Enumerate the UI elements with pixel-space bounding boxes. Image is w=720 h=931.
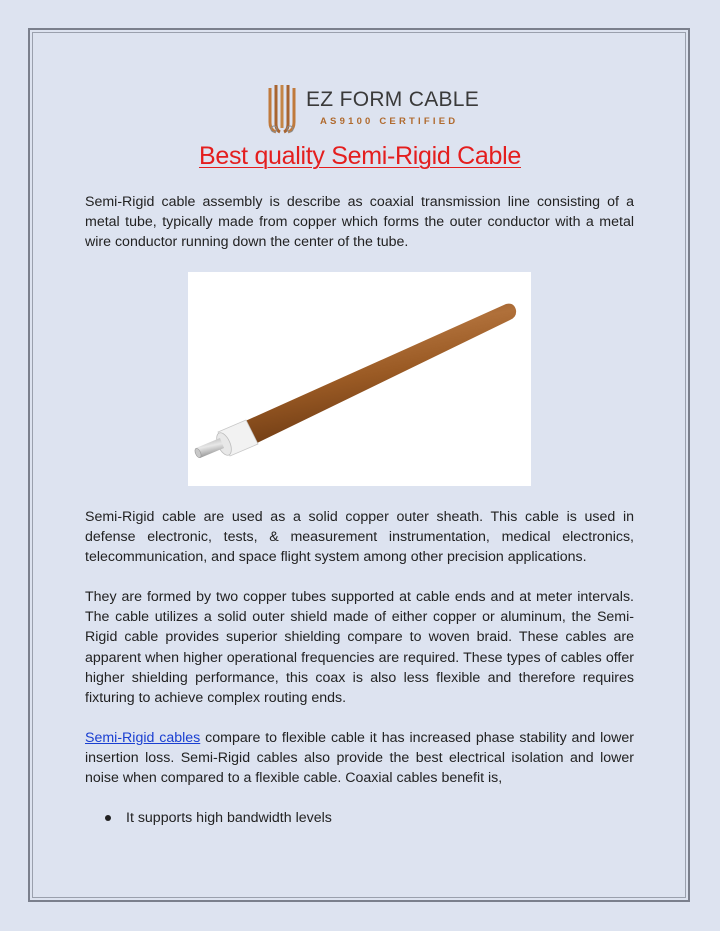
company-logo xyxy=(262,82,480,136)
semi-rigid-cable-image xyxy=(188,272,531,486)
construction-paragraph: They are formed by two copper tubes supported at cable ends and at meter intervals. The cable utilizes a solid outer shield made of either copper or aluminum, the Semi-Rigid cable provides superior shielding compare to woven braid. These cables are apparent when higher operational frequencies are required. These types of cables offer higher shielding performance, this coax is also less flexible and therefore requires fixturing to achieve complex routing ends. xyxy=(85,589,634,707)
cable-bundle-icon xyxy=(262,82,300,136)
logo-company-name: EZ FORM CABLE xyxy=(306,88,480,111)
page-title: Best quality Semi-Rigid Cable xyxy=(198,142,521,170)
semi-rigid-cables-link[interactable]: Semi-Rigid cables xyxy=(85,730,201,746)
logo-certification: AS9100 CERTIFIED xyxy=(320,116,459,127)
cable-illustration xyxy=(188,272,531,486)
usage-paragraph: Semi-Rigid cable are used as a solid copper outer sheath. This cable is used in defense electronic, tests, & measurement instrumentation, medical electronics, telecommunication, and space flight system among other precision applications. xyxy=(85,509,634,566)
comparison-paragraph xyxy=(85,728,634,789)
bullet-icon xyxy=(105,815,111,821)
intro-paragraph: Semi-Rigid cable assembly is describe as coaxial transmission line consisting of a metal tube, typically made from copper which forms the outer conductor with a metal wire conductor running down the center of the tube. xyxy=(85,194,634,251)
copper-outer-conductor xyxy=(243,304,516,444)
comparison-text: compare to flexible cable it has increased phase stability and lower insertion loss. Semi-Rigid cables also provide the best electrical isolation and lower noise when compared to a flexible cable. Coaxial cables benefit is, xyxy=(85,730,634,787)
bullet-text: It supports high bandwidth levels xyxy=(126,810,332,826)
list-item xyxy=(105,808,332,828)
